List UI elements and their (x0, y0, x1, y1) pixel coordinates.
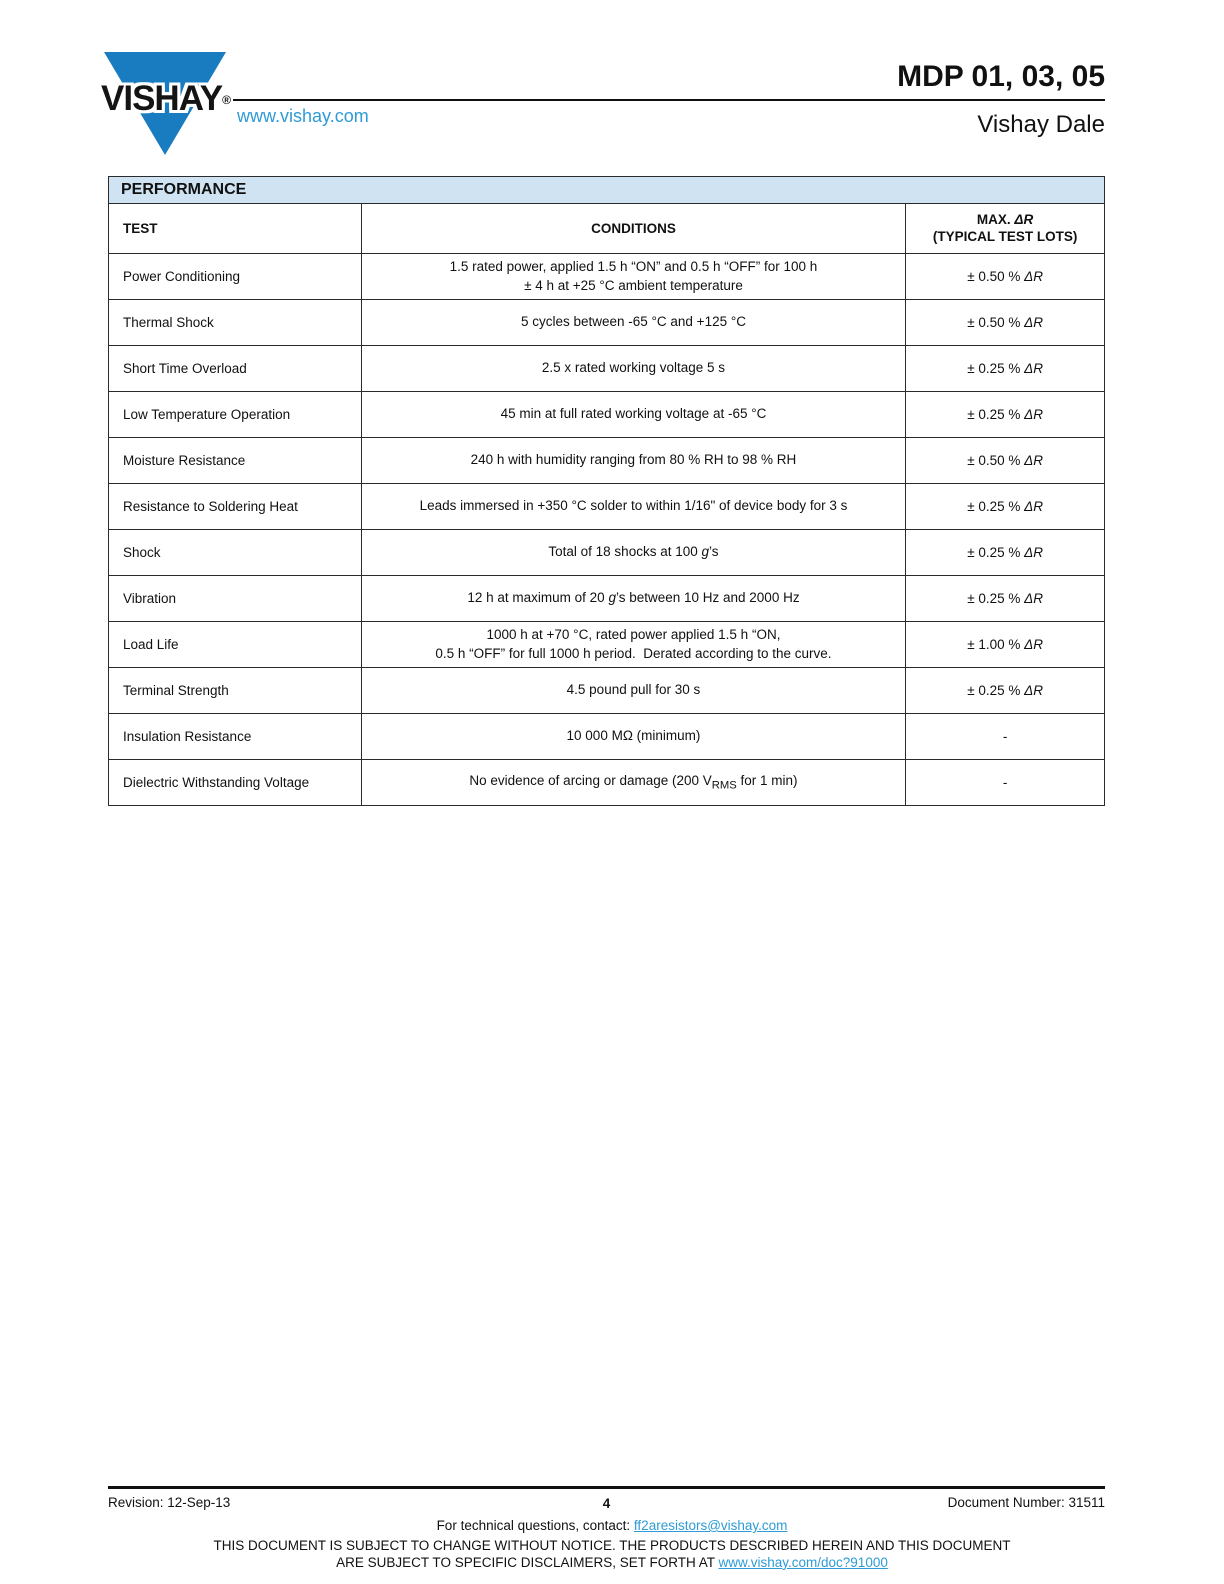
performance-table (108, 176, 1105, 806)
conditions-cell: 45 min at full rated working voltage at -65 °C (361, 392, 905, 438)
contact-email-link[interactable]: ff2aresistors@vishay.com (633, 1518, 788, 1533)
page-number: 4 (602, 1496, 611, 1511)
vishay-logo-text (86, 79, 246, 119)
conditions-cell: 12 h at maximum of 20 g’s between 10 Hz and 2000 Hz (361, 576, 905, 622)
column-header-conditions: CONDITIONS (361, 204, 905, 254)
test-cell: Power Conditioning (109, 254, 362, 300)
max-dr-cell: ± 0.50 % ΔR (906, 438, 1105, 484)
performance-rows (109, 254, 1105, 806)
registered-trademark-symbol: ® (222, 93, 231, 107)
footer-disclaimer (0, 1538, 1224, 1572)
conditions-cell: 4.5 pound pull for 30 s (361, 668, 905, 714)
table-row (109, 760, 1105, 806)
test-cell: Insulation Resistance (109, 714, 362, 760)
table-row (109, 392, 1105, 438)
max-dr-cell: ± 1.00 % ΔR (906, 622, 1105, 668)
table-row (109, 530, 1105, 576)
max-dr-cell: ± 0.25 % ΔR (906, 530, 1105, 576)
table-row (109, 484, 1105, 530)
column-header-test: TEST (109, 204, 362, 254)
part-number-title: MDP 01, 03, 05 (897, 60, 1105, 93)
vishay-logo (90, 52, 240, 164)
section-title-row (109, 177, 1105, 204)
contact-text: For technical questions, contact: (436, 1518, 634, 1533)
conditions-cell: Leads immersed in +350 °C solder to within 1/16" of device body for 3 s (361, 484, 905, 530)
max-dr-cell: ± 0.25 % ΔR (906, 346, 1105, 392)
document-number-label: Document Number: 31511 (947, 1495, 1105, 1510)
max-dr-cell: ± 0.25 % ΔR (906, 668, 1105, 714)
table-row (109, 300, 1105, 346)
header-divider (233, 99, 1105, 101)
section-title: PERFORMANCE (109, 177, 1105, 204)
test-cell: Resistance to Soldering Heat (109, 484, 362, 530)
test-cell: Dielectric Withstanding Voltage (109, 760, 362, 806)
max-dr-cell: ± 0.50 % ΔR (906, 300, 1105, 346)
disclaimer-doc-link[interactable]: www.vishay.com/doc?91000 (718, 1554, 888, 1570)
conditions-cell: No evidence of arcing or damage (200 $V_{RMS}$ for 1 min) (361, 760, 905, 806)
column-header-row (109, 204, 1105, 254)
test-cell: Moisture Resistance (109, 438, 362, 484)
conditions-cell: 240 h with humidity ranging from 80 % RH to 98 % RH (361, 438, 905, 484)
table-row (109, 254, 1105, 300)
table-row (109, 438, 1105, 484)
max-dr-cell: - (906, 714, 1105, 760)
conditions-cell: 1.5 rated power, applied 1.5 h “ON” and 0.5 h “OFF” for 100 h ± 4 h at +25 °C ambient temperature (361, 254, 905, 300)
table-row (109, 668, 1105, 714)
footer-divider (108, 1486, 1105, 1489)
revision-label: Revision: 12-Sep-13 (108, 1495, 231, 1510)
table-row (109, 622, 1105, 668)
test-cell: Short Time Overload (109, 346, 362, 392)
conditions-cell: 1000 h at +70 °C, rated power applied 1.5 h “ON, 0.5 h “OFF” for full 1000 h period. Derated according to the curve. (361, 622, 905, 668)
test-cell: Low Temperature Operation (109, 392, 362, 438)
footer-contact-line (0, 1518, 1224, 1533)
website-link[interactable]: www.vishay.com (237, 106, 369, 126)
conditions-cell: 2.5 x rated working voltage 5 s (361, 346, 905, 392)
test-cell: Load Life (109, 622, 362, 668)
table-row (109, 714, 1105, 760)
max-dr-cell: - (906, 760, 1105, 806)
test-cell: Shock (109, 530, 362, 576)
test-cell: Terminal Strength (109, 668, 362, 714)
max-dr-cell: ± 0.25 % ΔR (906, 484, 1105, 530)
conditions-cell: 5 cycles between -65 °C and +125 °C (361, 300, 905, 346)
disclaimer-line2: ARE SUBJECT TO SPECIFIC DISCLAIMERS, SET FORTH AT (336, 1554, 719, 1570)
conditions-cell: Total of 18 shocks at 100 g’s (361, 530, 905, 576)
test-cell: Thermal Shock (109, 300, 362, 346)
test-cell: Vibration (109, 576, 362, 622)
disclaimer-line1: THIS DOCUMENT IS SUBJECT TO CHANGE WITHOUT NOTICE. THE PRODUCTS DESCRIBED HEREIN AND THIS DOCUMENT (213, 1538, 1011, 1553)
max-dr-cell: ± 0.25 % ΔR (906, 576, 1105, 622)
max-dr-cell: ± 0.50 % ΔR (906, 254, 1105, 300)
table-row (109, 346, 1105, 392)
table-row (109, 576, 1105, 622)
max-dr-cell: ± 0.25 % ΔR (906, 392, 1105, 438)
column-header-max-dr: MAX. ΔR (TYPICAL TEST LOTS) (906, 204, 1105, 254)
division-name: Vishay Dale (977, 111, 1105, 138)
performance-section (108, 176, 1105, 806)
vishay-logo-wordmark: VISHAY (101, 79, 223, 118)
conditions-cell: 10 000 MΩ (minimum) (361, 714, 905, 760)
